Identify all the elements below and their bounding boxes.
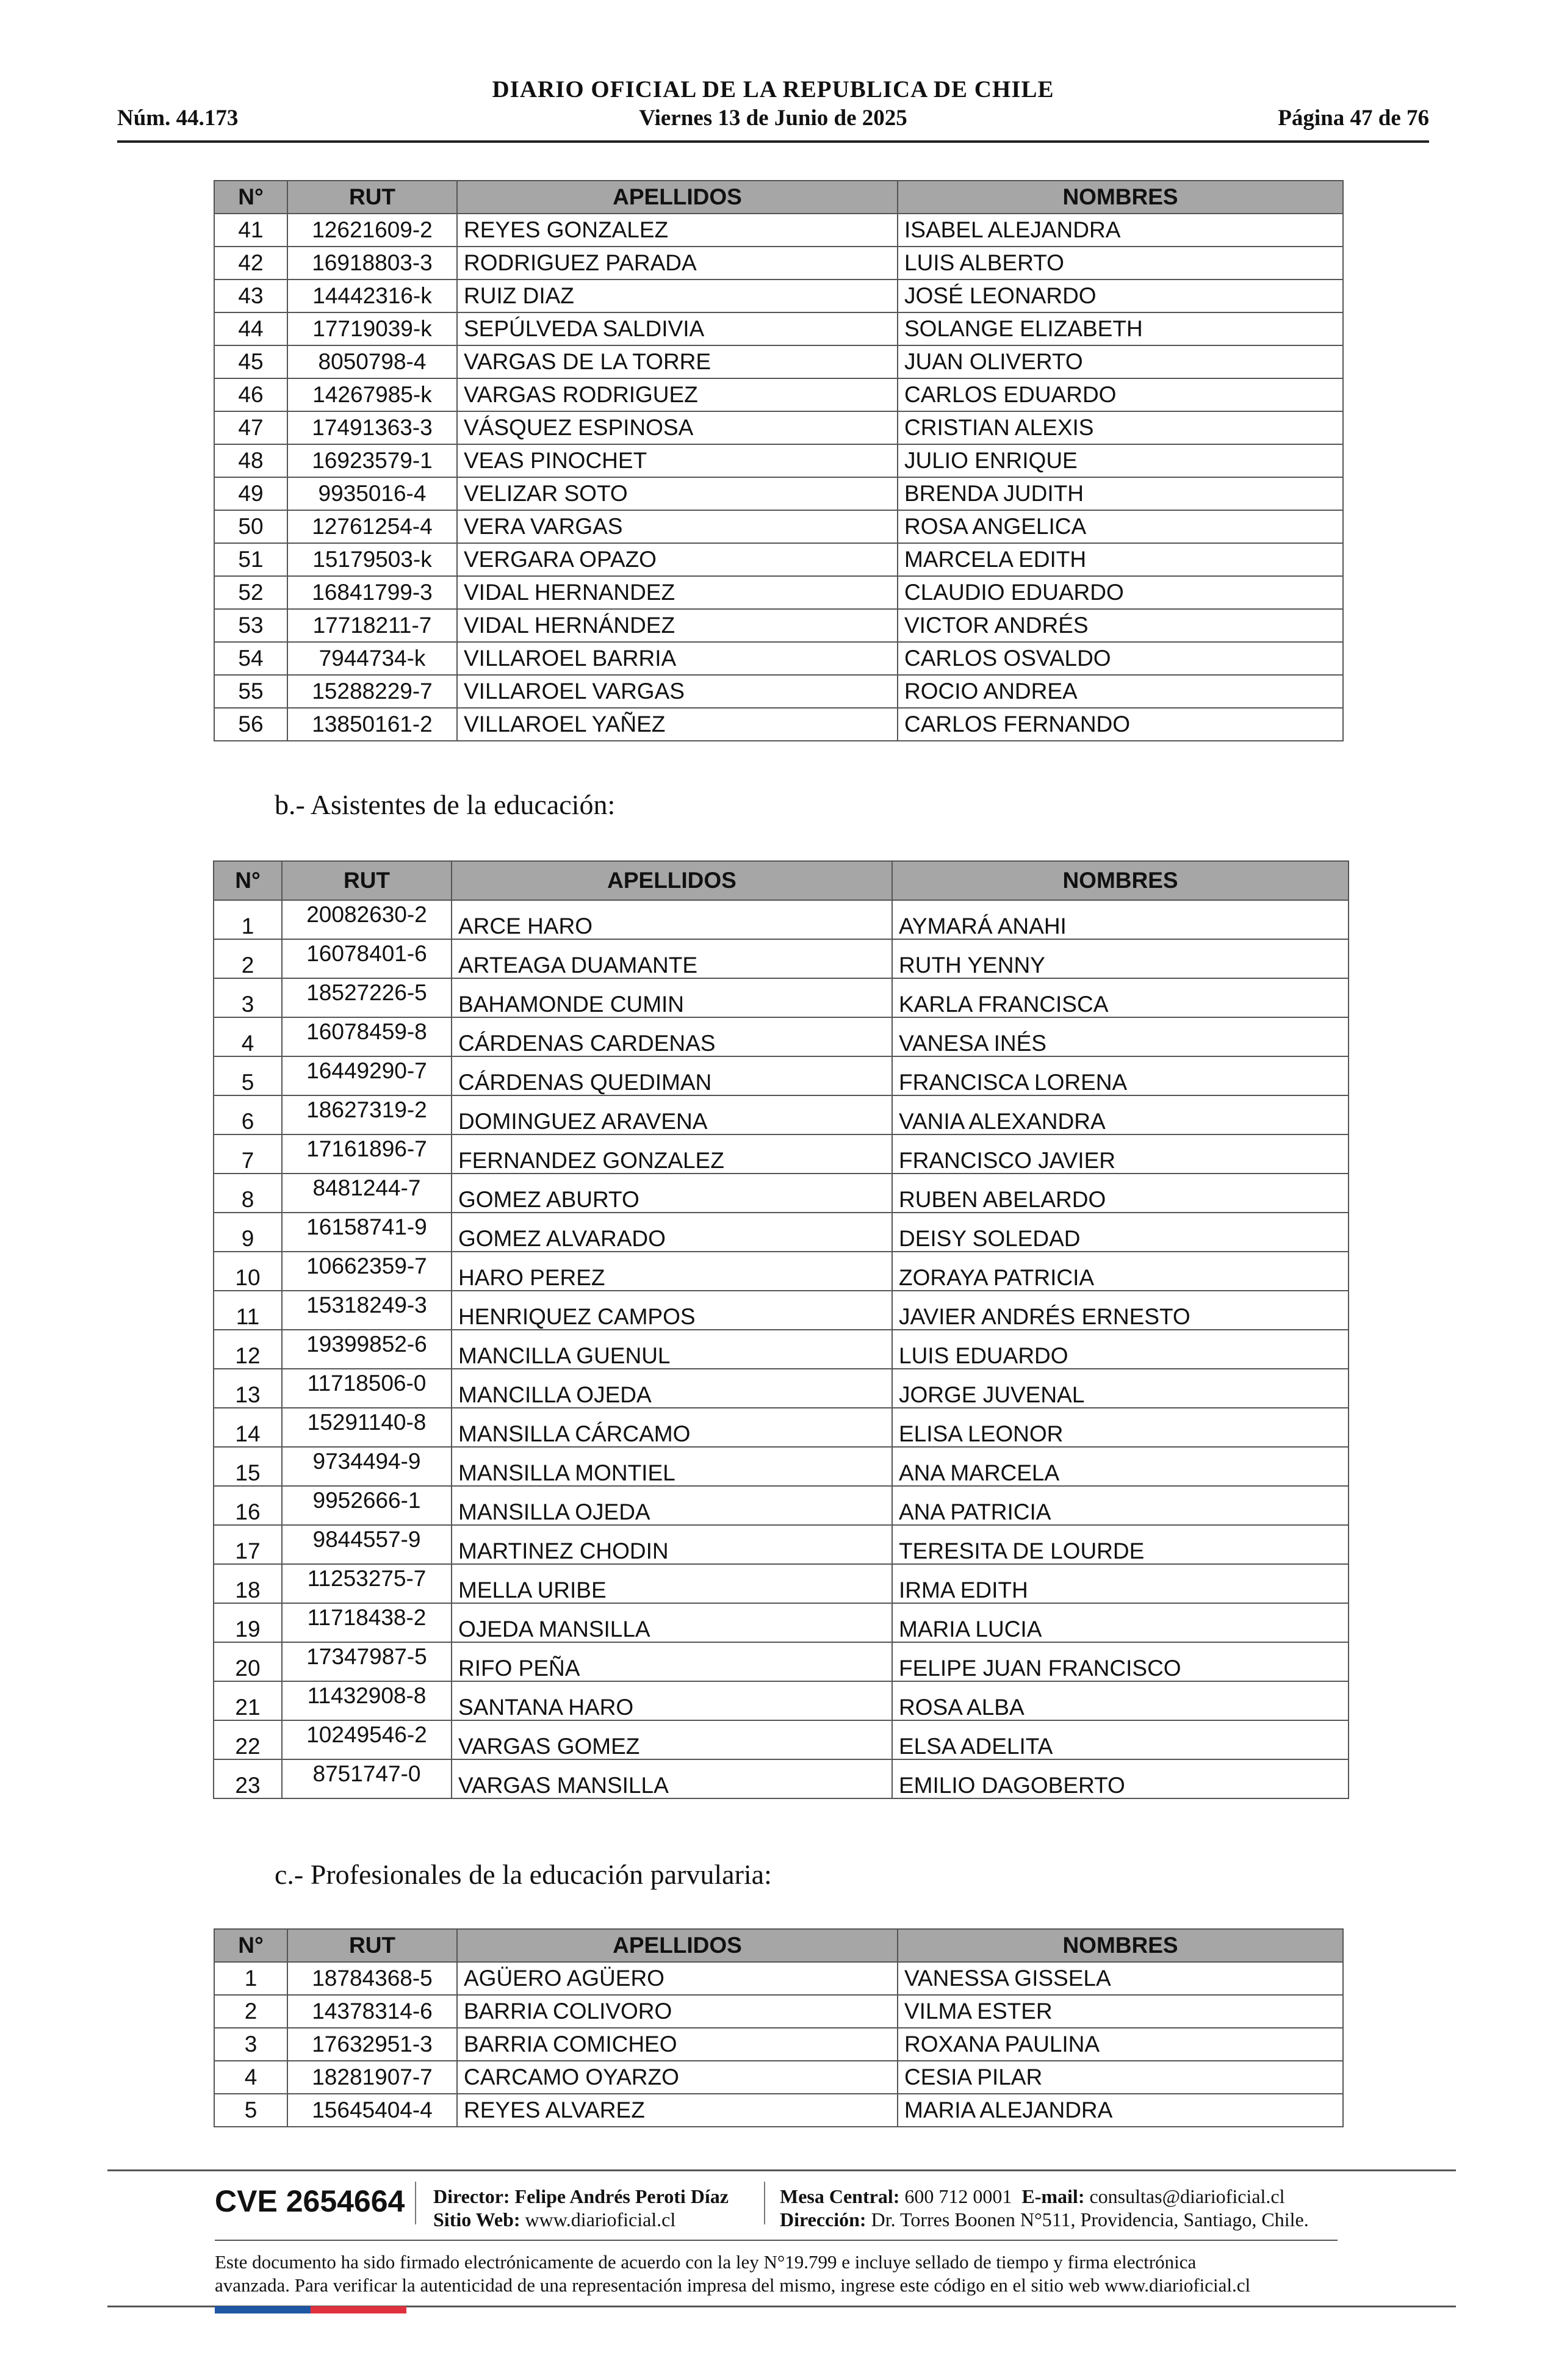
cell-num: 42 xyxy=(214,247,287,279)
table-row xyxy=(214,345,1343,378)
cell-rut: 17718211-7 xyxy=(287,609,457,642)
cell-nombres: ELSA ADELITA xyxy=(892,1720,1349,1759)
footer-separator xyxy=(764,2182,765,2224)
cell-nombres: ELISA LEONOR xyxy=(892,1408,1349,1447)
cell-nombres: VICTOR ANDRÉS xyxy=(898,609,1343,642)
cell-rut: 15645404-4 xyxy=(287,2094,457,2127)
cell-apellidos: OJEDA MANSILLA xyxy=(452,1603,892,1642)
cell-num: 4 xyxy=(214,2061,287,2094)
cell-num: 45 xyxy=(214,345,287,378)
table-row xyxy=(214,1603,1349,1642)
cell-rut: 11718438-2 xyxy=(282,1603,452,1642)
table-row xyxy=(214,708,1343,741)
table-body xyxy=(214,214,1343,741)
cell-apellidos: FERNANDEZ GONZALEZ xyxy=(452,1134,892,1174)
cell-num: 11 xyxy=(214,1291,282,1330)
site-link[interactable]: www.diarioficial.cl xyxy=(525,2209,676,2230)
cell-nombres: MARCELA EDITH xyxy=(898,543,1343,576)
column-header-num: N° xyxy=(214,181,287,214)
cell-num: 16 xyxy=(214,1486,282,1525)
cell-apellidos: VERGARA OPAZO xyxy=(457,543,898,576)
cell-rut: 17719039-k xyxy=(287,312,457,345)
column-header-nombres: NOMBRES xyxy=(892,861,1349,900)
cell-rut: 12761254-4 xyxy=(287,510,457,543)
cell-nombres: MARIA ALEJANDRA xyxy=(898,2094,1343,2127)
cell-apellidos: MANCILLA GUENUL xyxy=(452,1330,892,1369)
email-label: E-mail: xyxy=(1021,2185,1085,2207)
cell-num: 7 xyxy=(214,1134,282,1174)
cell-num: 1 xyxy=(214,900,282,939)
cell-num: 54 xyxy=(214,642,287,675)
direccion-label: Dirección: xyxy=(780,2209,866,2230)
table-row xyxy=(214,1962,1343,1995)
table-row xyxy=(214,1174,1349,1213)
cell-rut: 16841799-3 xyxy=(287,576,457,609)
mesa-value: 600 712 0001 xyxy=(904,2185,1012,2207)
table-row xyxy=(214,1134,1349,1174)
table-row xyxy=(214,1252,1349,1291)
table-row xyxy=(214,1525,1349,1564)
cell-apellidos: CARCAMO OYARZO xyxy=(457,2061,898,2094)
cell-rut: 18627319-2 xyxy=(282,1095,452,1134)
footer-separator xyxy=(415,2182,416,2224)
page-header xyxy=(117,73,1429,146)
table-row xyxy=(214,1642,1349,1681)
cell-num: 19 xyxy=(214,1603,282,1642)
signature-note-line: Este documento ha sido firmado electrónicamente de acuerdo con la ley N°19.799 e incluye sellado de tiempo y firma electrónica xyxy=(215,2251,1197,2273)
cell-rut: 11718506-0 xyxy=(282,1369,452,1408)
table-row xyxy=(214,279,1343,312)
cell-apellidos: VARGAS RODRIGUEZ xyxy=(457,378,898,411)
email-link[interactable]: consultas@diarioficial.cl xyxy=(1089,2185,1285,2207)
cell-num: 3 xyxy=(214,978,282,1017)
cell-rut: 10249546-2 xyxy=(282,1720,452,1759)
table-row xyxy=(214,1720,1349,1759)
table-row xyxy=(214,576,1343,609)
cell-apellidos: MELLA URIBE xyxy=(452,1564,892,1603)
signature-note xyxy=(215,2251,1374,2297)
issue-number: Núm. 44.173 xyxy=(117,106,239,131)
cell-num: 4 xyxy=(214,1017,282,1056)
cell-num: 3 xyxy=(214,2028,287,2061)
cell-nombres: VANIA ALEXANDRA xyxy=(892,1095,1349,1134)
cell-apellidos: CÁRDENAS CARDENAS xyxy=(452,1017,892,1056)
cell-rut: 18784368-5 xyxy=(287,1962,457,1995)
cell-apellidos: VARGAS MANSILLA xyxy=(452,1759,892,1798)
cell-rut: 11253275-7 xyxy=(282,1564,452,1603)
cell-nombres: ROCIO ANDREA xyxy=(898,675,1343,708)
cell-nombres: LUIS ALBERTO xyxy=(898,247,1343,279)
table-row xyxy=(214,1056,1349,1095)
cell-rut: 9734494-9 xyxy=(282,1447,452,1486)
table-row xyxy=(214,1017,1349,1056)
cell-num: 50 xyxy=(214,510,287,543)
table-row xyxy=(214,675,1343,708)
cell-rut: 8050798-4 xyxy=(287,345,457,378)
director-name: Felipe Andrés Peroti Díaz xyxy=(514,2185,729,2207)
cell-rut: 16923579-1 xyxy=(287,444,457,477)
cell-num: 56 xyxy=(214,708,287,741)
cell-nombres: ANA PATRICIA xyxy=(892,1486,1349,1525)
cell-num: 2 xyxy=(214,939,282,978)
cell-rut: 16078459-8 xyxy=(282,1017,452,1056)
issue-date: Viernes 13 de Junio de 2025 xyxy=(639,106,907,131)
cell-num: 12 xyxy=(214,1330,282,1369)
cell-rut: 14378314-6 xyxy=(287,1995,457,2028)
table-header-row xyxy=(214,1929,1343,1962)
cell-apellidos: MANSILLA OJEDA xyxy=(452,1486,892,1525)
cell-num: 13 xyxy=(214,1369,282,1408)
table-header-row xyxy=(214,181,1343,214)
cell-apellidos: VARGAS GOMEZ xyxy=(452,1720,892,1759)
direccion-value: Dr. Torres Boonen N°511, Providencia, Santiago, Chile. xyxy=(871,2209,1309,2230)
column-header-apellidos: APELLIDOS xyxy=(457,181,898,214)
cell-nombres: VANESSA GISSELA xyxy=(898,1962,1343,1995)
cell-apellidos: VÁSQUEZ ESPINOSA xyxy=(457,411,898,444)
cell-nombres: SOLANGE ELIZABETH xyxy=(898,312,1343,345)
table-row xyxy=(214,939,1349,978)
cell-rut: 14442316-k xyxy=(287,279,457,312)
director-label: Director: xyxy=(433,2185,510,2207)
cell-rut: 15318249-3 xyxy=(282,1291,452,1330)
cell-num: 23 xyxy=(214,1759,282,1798)
cell-num: 49 xyxy=(214,477,287,510)
cell-num: 43 xyxy=(214,279,287,312)
cell-nombres: CARLOS EDUARDO xyxy=(898,378,1343,411)
cell-apellidos: VERA VARGAS xyxy=(457,510,898,543)
cell-nombres: CARLOS OSVALDO xyxy=(898,642,1343,675)
cell-apellidos: HARO PEREZ xyxy=(452,1252,892,1291)
table-row xyxy=(214,1291,1349,1330)
header-rule xyxy=(117,140,1429,143)
cell-nombres: RUBEN ABELARDO xyxy=(892,1174,1349,1213)
column-header-nombres: NOMBRES xyxy=(898,1929,1343,1962)
cell-nombres: JORGE JUVENAL xyxy=(892,1369,1349,1408)
column-header-apellidos: APELLIDOS xyxy=(457,1929,898,1962)
cell-nombres: CARLOS FERNANDO xyxy=(898,708,1343,741)
cell-nombres: FELIPE JUAN FRANCISCO xyxy=(892,1642,1349,1681)
cell-num: 17 xyxy=(214,1525,282,1564)
cell-apellidos: RIFO PEÑA xyxy=(452,1642,892,1681)
cell-num: 48 xyxy=(214,444,287,477)
table-row xyxy=(214,1759,1349,1798)
cell-rut: 16918803-3 xyxy=(287,247,457,279)
cell-num: 41 xyxy=(214,214,287,247)
cell-rut: 9935016-4 xyxy=(287,477,457,510)
cell-nombres: ZORAYA PATRICIA xyxy=(892,1252,1349,1291)
column-header-rut: RUT xyxy=(282,861,452,900)
cell-rut: 16078401-6 xyxy=(282,939,452,978)
cell-apellidos: MANSILLA MONTIEL xyxy=(452,1447,892,1486)
cell-num: 6 xyxy=(214,1095,282,1134)
cell-apellidos: MANCILLA OJEDA xyxy=(452,1369,892,1408)
cell-nombres: ISABEL ALEJANDRA xyxy=(898,214,1343,247)
section-c-title: c.- Profesionales de la educación parvularia: xyxy=(275,1859,772,1890)
cell-num: 8 xyxy=(214,1174,282,1213)
cell-nombres: ROXANA PAULINA xyxy=(898,2028,1343,2061)
cell-rut: 18527226-5 xyxy=(282,978,452,1017)
cell-nombres: FRANCISCO JAVIER xyxy=(892,1134,1349,1174)
cell-num: 46 xyxy=(214,378,287,411)
page-number: Página 47 de 76 xyxy=(1278,106,1429,131)
cell-rut: 9844557-9 xyxy=(282,1525,452,1564)
cell-apellidos: SEPÚLVEDA SALDIVIA xyxy=(457,312,898,345)
cell-apellidos: VILLAROEL YAÑEZ xyxy=(457,708,898,741)
cell-num: 52 xyxy=(214,576,287,609)
footer-contact-block xyxy=(780,2185,1309,2231)
table-row xyxy=(214,1213,1349,1252)
cell-apellidos: BAHAMONDE CUMIN xyxy=(452,978,892,1017)
cell-apellidos: AGÜERO AGÜERO xyxy=(457,1962,898,1995)
cell-apellidos: VIDAL HERNANDEZ xyxy=(457,576,898,609)
footer-director-block xyxy=(433,2185,729,2231)
cell-rut: 9952666-1 xyxy=(282,1486,452,1525)
cell-rut: 10662359-7 xyxy=(282,1252,452,1291)
table-row xyxy=(214,1564,1349,1603)
cell-nombres: ROSA ALBA xyxy=(892,1681,1349,1720)
cell-rut: 8481244-7 xyxy=(282,1174,452,1213)
table-row xyxy=(214,642,1343,675)
cell-rut: 18281907-7 xyxy=(287,2061,457,2094)
column-header-rut: RUT xyxy=(287,181,457,214)
publication-title: DIARIO OFICIAL DE LA REPUBLICA DE CHILE xyxy=(492,76,1054,103)
signature-note-line: avanzada. Para verificar la autenticidad de una representación impresa del mismo, ingrese este código en el sitio web www.diarioficial.cl xyxy=(215,2274,1251,2296)
cell-num: 14 xyxy=(214,1408,282,1447)
cell-apellidos: ARTEAGA DUAMANTE xyxy=(452,939,892,978)
cell-rut: 16449290-7 xyxy=(282,1056,452,1095)
cell-nombres: KARLA FRANCISCA xyxy=(892,978,1349,1017)
cell-nombres: CRISTIAN ALEXIS xyxy=(898,411,1343,444)
cell-apellidos: VIDAL HERNÁNDEZ xyxy=(457,609,898,642)
cell-rut: 11432908-8 xyxy=(282,1681,452,1720)
flag-stripe-red xyxy=(311,2306,406,2313)
cell-nombres: VANESA INÉS xyxy=(892,1017,1349,1056)
cell-rut: 20082630-2 xyxy=(282,900,452,939)
cell-rut: 17491363-3 xyxy=(287,411,457,444)
cell-rut: 13850161-2 xyxy=(287,708,457,741)
cell-rut: 17632951-3 xyxy=(287,2028,457,2061)
cell-num: 51 xyxy=(214,543,287,576)
table-row xyxy=(214,214,1343,247)
table-row xyxy=(214,1369,1349,1408)
table-docentes-continued xyxy=(214,180,1344,741)
cell-nombres: EMILIO DAGOBERTO xyxy=(892,1759,1349,1798)
cell-apellidos: RODRIGUEZ PARADA xyxy=(457,247,898,279)
cell-rut: 7944734-k xyxy=(287,642,457,675)
cell-apellidos: CÁRDENAS QUEDIMAN xyxy=(452,1056,892,1095)
cell-num: 21 xyxy=(214,1681,282,1720)
site-label: Sitio Web: xyxy=(433,2209,520,2230)
cell-num: 1 xyxy=(214,1962,287,1995)
table-row xyxy=(214,2094,1343,2127)
cell-nombres: CESIA PILAR xyxy=(898,2061,1343,2094)
cell-apellidos: GOMEZ ALVARADO xyxy=(452,1213,892,1252)
cell-num: 9 xyxy=(214,1213,282,1252)
column-header-num: N° xyxy=(214,861,282,900)
cell-apellidos: GOMEZ ABURTO xyxy=(452,1174,892,1213)
cell-apellidos: BARRIA COMICHEO xyxy=(457,2028,898,2061)
footer-top-rule xyxy=(107,2169,1456,2171)
footer-mid-rule xyxy=(215,2240,1338,2241)
cell-num: 47 xyxy=(214,411,287,444)
cell-apellidos: ARCE HARO xyxy=(452,900,892,939)
section-b-title: b.- Asistentes de la educación: xyxy=(275,789,616,820)
cell-apellidos: DOMINGUEZ ARAVENA xyxy=(452,1095,892,1134)
cell-num: 18 xyxy=(214,1564,282,1603)
cell-rut: 15291140-8 xyxy=(282,1408,452,1447)
table-row xyxy=(214,1486,1349,1525)
table-row xyxy=(214,2061,1343,2094)
cell-apellidos: VARGAS DE LA TORRE xyxy=(457,345,898,378)
cell-rut: 8751747-0 xyxy=(282,1759,452,1798)
cell-nombres: VILMA ESTER xyxy=(898,1995,1343,2028)
table-row xyxy=(214,1095,1349,1134)
cell-num: 2 xyxy=(214,1995,287,2028)
cell-num: 55 xyxy=(214,675,287,708)
table-header-row xyxy=(214,861,1349,900)
cve-code: CVE 2654664 xyxy=(215,2184,405,2218)
table-row xyxy=(214,900,1349,939)
table-row xyxy=(214,978,1349,1017)
cell-nombres: JOSÉ LEONARDO xyxy=(898,279,1343,312)
cell-rut: 16158741-9 xyxy=(282,1213,452,1252)
column-header-nombres: NOMBRES xyxy=(898,181,1343,214)
cell-num: 5 xyxy=(214,2094,287,2127)
table-row xyxy=(214,312,1343,345)
cell-nombres: DEISY SOLEDAD xyxy=(892,1213,1349,1252)
column-header-num: N° xyxy=(214,1929,287,1962)
cell-nombres: JUAN OLIVERTO xyxy=(898,345,1343,378)
table-row xyxy=(214,1408,1349,1447)
cell-apellidos: VILLAROEL VARGAS xyxy=(457,675,898,708)
cell-nombres: CLAUDIO EDUARDO xyxy=(898,576,1343,609)
cell-apellidos: MARTINEZ CHODIN xyxy=(452,1525,892,1564)
cell-num: 22 xyxy=(214,1720,282,1759)
table-row xyxy=(214,1995,1343,2028)
cell-num: 20 xyxy=(214,1642,282,1681)
table-row xyxy=(214,247,1343,279)
table-row xyxy=(214,444,1343,477)
cell-apellidos: REYES GONZALEZ xyxy=(457,214,898,247)
column-header-rut: RUT xyxy=(287,1929,457,1962)
cell-apellidos: REYES ALVAREZ xyxy=(457,2094,898,2127)
table-row xyxy=(214,378,1343,411)
cell-num: 44 xyxy=(214,312,287,345)
cell-nombres: ROSA ANGELICA xyxy=(898,510,1343,543)
mesa-label: Mesa Central: xyxy=(780,2185,900,2207)
column-header-apellidos: APELLIDOS xyxy=(452,861,892,900)
table-row xyxy=(214,609,1343,642)
cell-num: 5 xyxy=(214,1056,282,1095)
flag-stripe-blue xyxy=(215,2306,311,2313)
cell-apellidos: MANSILLA CÁRCAMO xyxy=(452,1408,892,1447)
cell-apellidos: HENRIQUEZ CAMPOS xyxy=(452,1291,892,1330)
table-row xyxy=(214,411,1343,444)
cell-apellidos: VELIZAR SOTO xyxy=(457,477,898,510)
table-row xyxy=(214,2028,1343,2061)
cell-num: 10 xyxy=(214,1252,282,1291)
table-row xyxy=(214,1681,1349,1720)
cell-rut: 19399852-6 xyxy=(282,1330,452,1369)
cell-apellidos: VILLAROEL BARRIA xyxy=(457,642,898,675)
table-row xyxy=(214,477,1343,510)
table-row xyxy=(214,1447,1349,1486)
cell-nombres: JULIO ENRIQUE xyxy=(898,444,1343,477)
table-body xyxy=(214,900,1349,1798)
cell-rut: 15179503-k xyxy=(287,543,457,576)
cell-nombres: BRENDA JUDITH xyxy=(898,477,1343,510)
cell-rut: 14267985-k xyxy=(287,378,457,411)
cell-apellidos: SANTANA HARO xyxy=(452,1681,892,1720)
cell-rut: 15288229-7 xyxy=(287,675,457,708)
cell-nombres: TERESITA DE LOURDE xyxy=(892,1525,1349,1564)
cell-rut: 12621609-2 xyxy=(287,214,457,247)
cell-apellidos: RUIZ DIAZ xyxy=(457,279,898,312)
table-row xyxy=(214,543,1343,576)
cell-rut: 17347987-5 xyxy=(282,1642,452,1681)
cell-rut: 17161896-7 xyxy=(282,1134,452,1174)
table-body xyxy=(214,1962,1343,2127)
table-row xyxy=(214,510,1343,543)
cell-nombres: FRANCISCA LORENA xyxy=(892,1056,1349,1095)
table-parvularia xyxy=(214,1928,1344,2127)
cell-nombres: ANA MARCELA xyxy=(892,1447,1349,1486)
cell-num: 53 xyxy=(214,609,287,642)
cell-apellidos: VEAS PINOCHET xyxy=(457,444,898,477)
cell-nombres: LUIS EDUARDO xyxy=(892,1330,1349,1369)
table-row xyxy=(214,1330,1349,1369)
cell-nombres: IRMA EDITH xyxy=(892,1564,1349,1603)
table-asistentes xyxy=(213,860,1349,1799)
cell-num: 15 xyxy=(214,1447,282,1486)
cell-nombres: JAVIER ANDRÉS ERNESTO xyxy=(892,1291,1349,1330)
cell-nombres: RUTH YENNY xyxy=(892,939,1349,978)
cell-apellidos: BARRIA COLIVORO xyxy=(457,1995,898,2028)
cell-nombres: MARIA LUCIA xyxy=(892,1603,1349,1642)
cell-nombres: AYMARÁ ANAHI xyxy=(892,900,1349,939)
